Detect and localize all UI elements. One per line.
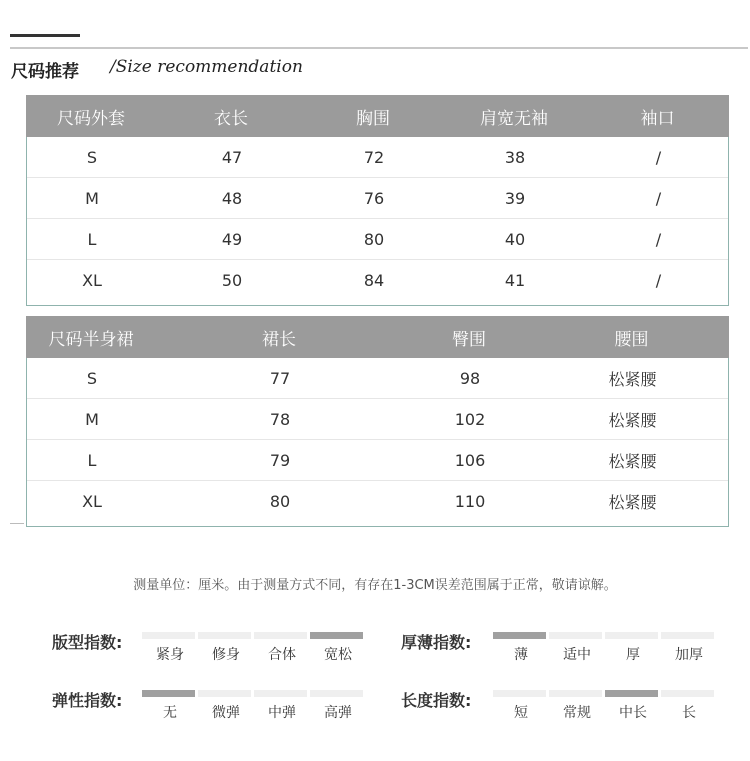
table-cell: 102 xyxy=(454,409,486,429)
table-cell: 49 xyxy=(221,229,243,249)
index-options xyxy=(493,702,717,722)
scale-segment xyxy=(310,632,363,639)
measurement-note: 测量单位：厘米。由于测量方式不同，有存在1-3CM误差范围属于正常，敬请谅解。 xyxy=(133,578,617,593)
table-cell: M xyxy=(85,409,99,429)
table-cell: / xyxy=(655,229,662,249)
table-cell: XL xyxy=(82,491,102,511)
table-cell: M xyxy=(85,188,99,208)
top-divider-light xyxy=(10,47,748,49)
index-label: 厚薄指数: xyxy=(401,633,472,652)
scale-segment xyxy=(142,690,195,697)
scale-segment xyxy=(198,632,251,639)
header-cell: 袖口 xyxy=(640,108,675,129)
scale-segment xyxy=(493,632,546,639)
table-cell: S xyxy=(86,368,98,388)
index-option: 修身 xyxy=(212,647,240,663)
header-cell: 胸围 xyxy=(356,108,390,129)
header-cell: 尺码外套 xyxy=(57,108,125,129)
table-cell: 39 xyxy=(504,188,526,208)
index-option: 长 xyxy=(682,705,696,721)
index-option: 短 xyxy=(514,705,528,721)
table-cell: 106 xyxy=(454,450,486,470)
index-options xyxy=(142,644,366,664)
index-scale xyxy=(142,632,366,639)
table-cell: 38 xyxy=(504,147,526,167)
index-option: 加厚 xyxy=(675,647,703,663)
index-option: 宽松 xyxy=(324,647,352,663)
scale-segment xyxy=(605,632,658,639)
table-cell: 松紧腰 xyxy=(608,492,657,512)
index-options xyxy=(493,644,717,664)
index-option: 中弹 xyxy=(268,705,296,721)
table-cell: 72 xyxy=(363,147,385,167)
header-cell: 裙长 xyxy=(262,329,296,350)
index-option: 常规 xyxy=(563,705,591,721)
scale-segment xyxy=(493,690,546,697)
scale-segment xyxy=(549,690,602,697)
scale-segment xyxy=(198,690,251,697)
table-cell: 41 xyxy=(504,270,526,290)
table-cell: 80 xyxy=(269,491,291,511)
table-cell: / xyxy=(655,270,662,290)
index-option: 适中 xyxy=(563,647,591,663)
section-title-cn: 尺码推荐 xyxy=(11,62,79,82)
table-row xyxy=(27,137,728,177)
table-cell: 78 xyxy=(269,409,291,429)
index-option: 微弹 xyxy=(212,705,240,721)
table-cell: XL xyxy=(82,270,102,290)
header-cell: 衣长 xyxy=(214,108,248,129)
index-option: 合体 xyxy=(268,647,296,663)
table-cell: 76 xyxy=(363,188,385,208)
header-cell: 臀围 xyxy=(452,329,486,350)
index-scale xyxy=(142,690,366,697)
table-cell: 84 xyxy=(363,270,385,290)
table-cell: 110 xyxy=(454,491,486,511)
index-option: 厚 xyxy=(626,647,640,663)
table-row xyxy=(27,177,728,218)
index-option: 中长 xyxy=(619,705,647,721)
top-size-table xyxy=(26,95,729,306)
table-cell: 80 xyxy=(363,229,385,249)
table-row xyxy=(27,218,728,259)
index-scale xyxy=(493,690,717,697)
scale-segment xyxy=(254,632,307,639)
scale-segment xyxy=(142,632,195,639)
table-cell: 79 xyxy=(269,450,291,470)
top-divider-dark xyxy=(10,34,80,37)
table-cell: L xyxy=(87,229,97,249)
index-options xyxy=(142,702,366,722)
scale-segment xyxy=(605,690,658,697)
table-cell: 48 xyxy=(221,188,243,208)
header-cell: 腰围 xyxy=(614,329,649,350)
table-cell: 松紧腰 xyxy=(608,451,657,471)
table-row xyxy=(27,480,728,521)
scale-segment xyxy=(310,690,363,697)
index-option: 无 xyxy=(163,705,177,721)
table-cell: 松紧腰 xyxy=(608,369,657,389)
table-header xyxy=(26,316,729,358)
scale-segment xyxy=(549,632,602,639)
scale-segment xyxy=(661,632,714,639)
index-label: 弹性指数: xyxy=(52,691,123,710)
header-cell: 肩宽无袖 xyxy=(480,108,548,129)
skirt-size-table xyxy=(26,316,729,527)
table-row xyxy=(27,358,728,398)
table-cell: 98 xyxy=(459,368,481,388)
index-label: 版型指数: xyxy=(52,633,123,652)
index-scale xyxy=(493,632,717,639)
table-row xyxy=(27,439,728,480)
table-row xyxy=(27,398,728,439)
index-option: 高弹 xyxy=(324,705,352,721)
table-cell: L xyxy=(87,450,97,470)
side-divider xyxy=(10,523,24,524)
scale-segment xyxy=(661,690,714,697)
table-row xyxy=(27,259,728,300)
table-cell: S xyxy=(86,147,98,167)
table-cell: 松紧腰 xyxy=(608,410,657,430)
table-cell: 77 xyxy=(269,368,291,388)
scale-segment xyxy=(254,690,307,697)
index-option: 薄 xyxy=(514,647,528,663)
table-cell: / xyxy=(655,147,662,167)
table-cell: 47 xyxy=(221,147,243,167)
table-cell: 40 xyxy=(504,229,526,249)
header-cell: 尺码半身裙 xyxy=(48,329,134,350)
table-header xyxy=(26,95,729,137)
table-cell: 50 xyxy=(221,270,243,290)
index-option: 紧身 xyxy=(156,647,184,663)
table-cell: / xyxy=(655,188,662,208)
index-label: 长度指数: xyxy=(401,691,472,710)
section-title-en: /Size recommendation xyxy=(110,57,303,77)
